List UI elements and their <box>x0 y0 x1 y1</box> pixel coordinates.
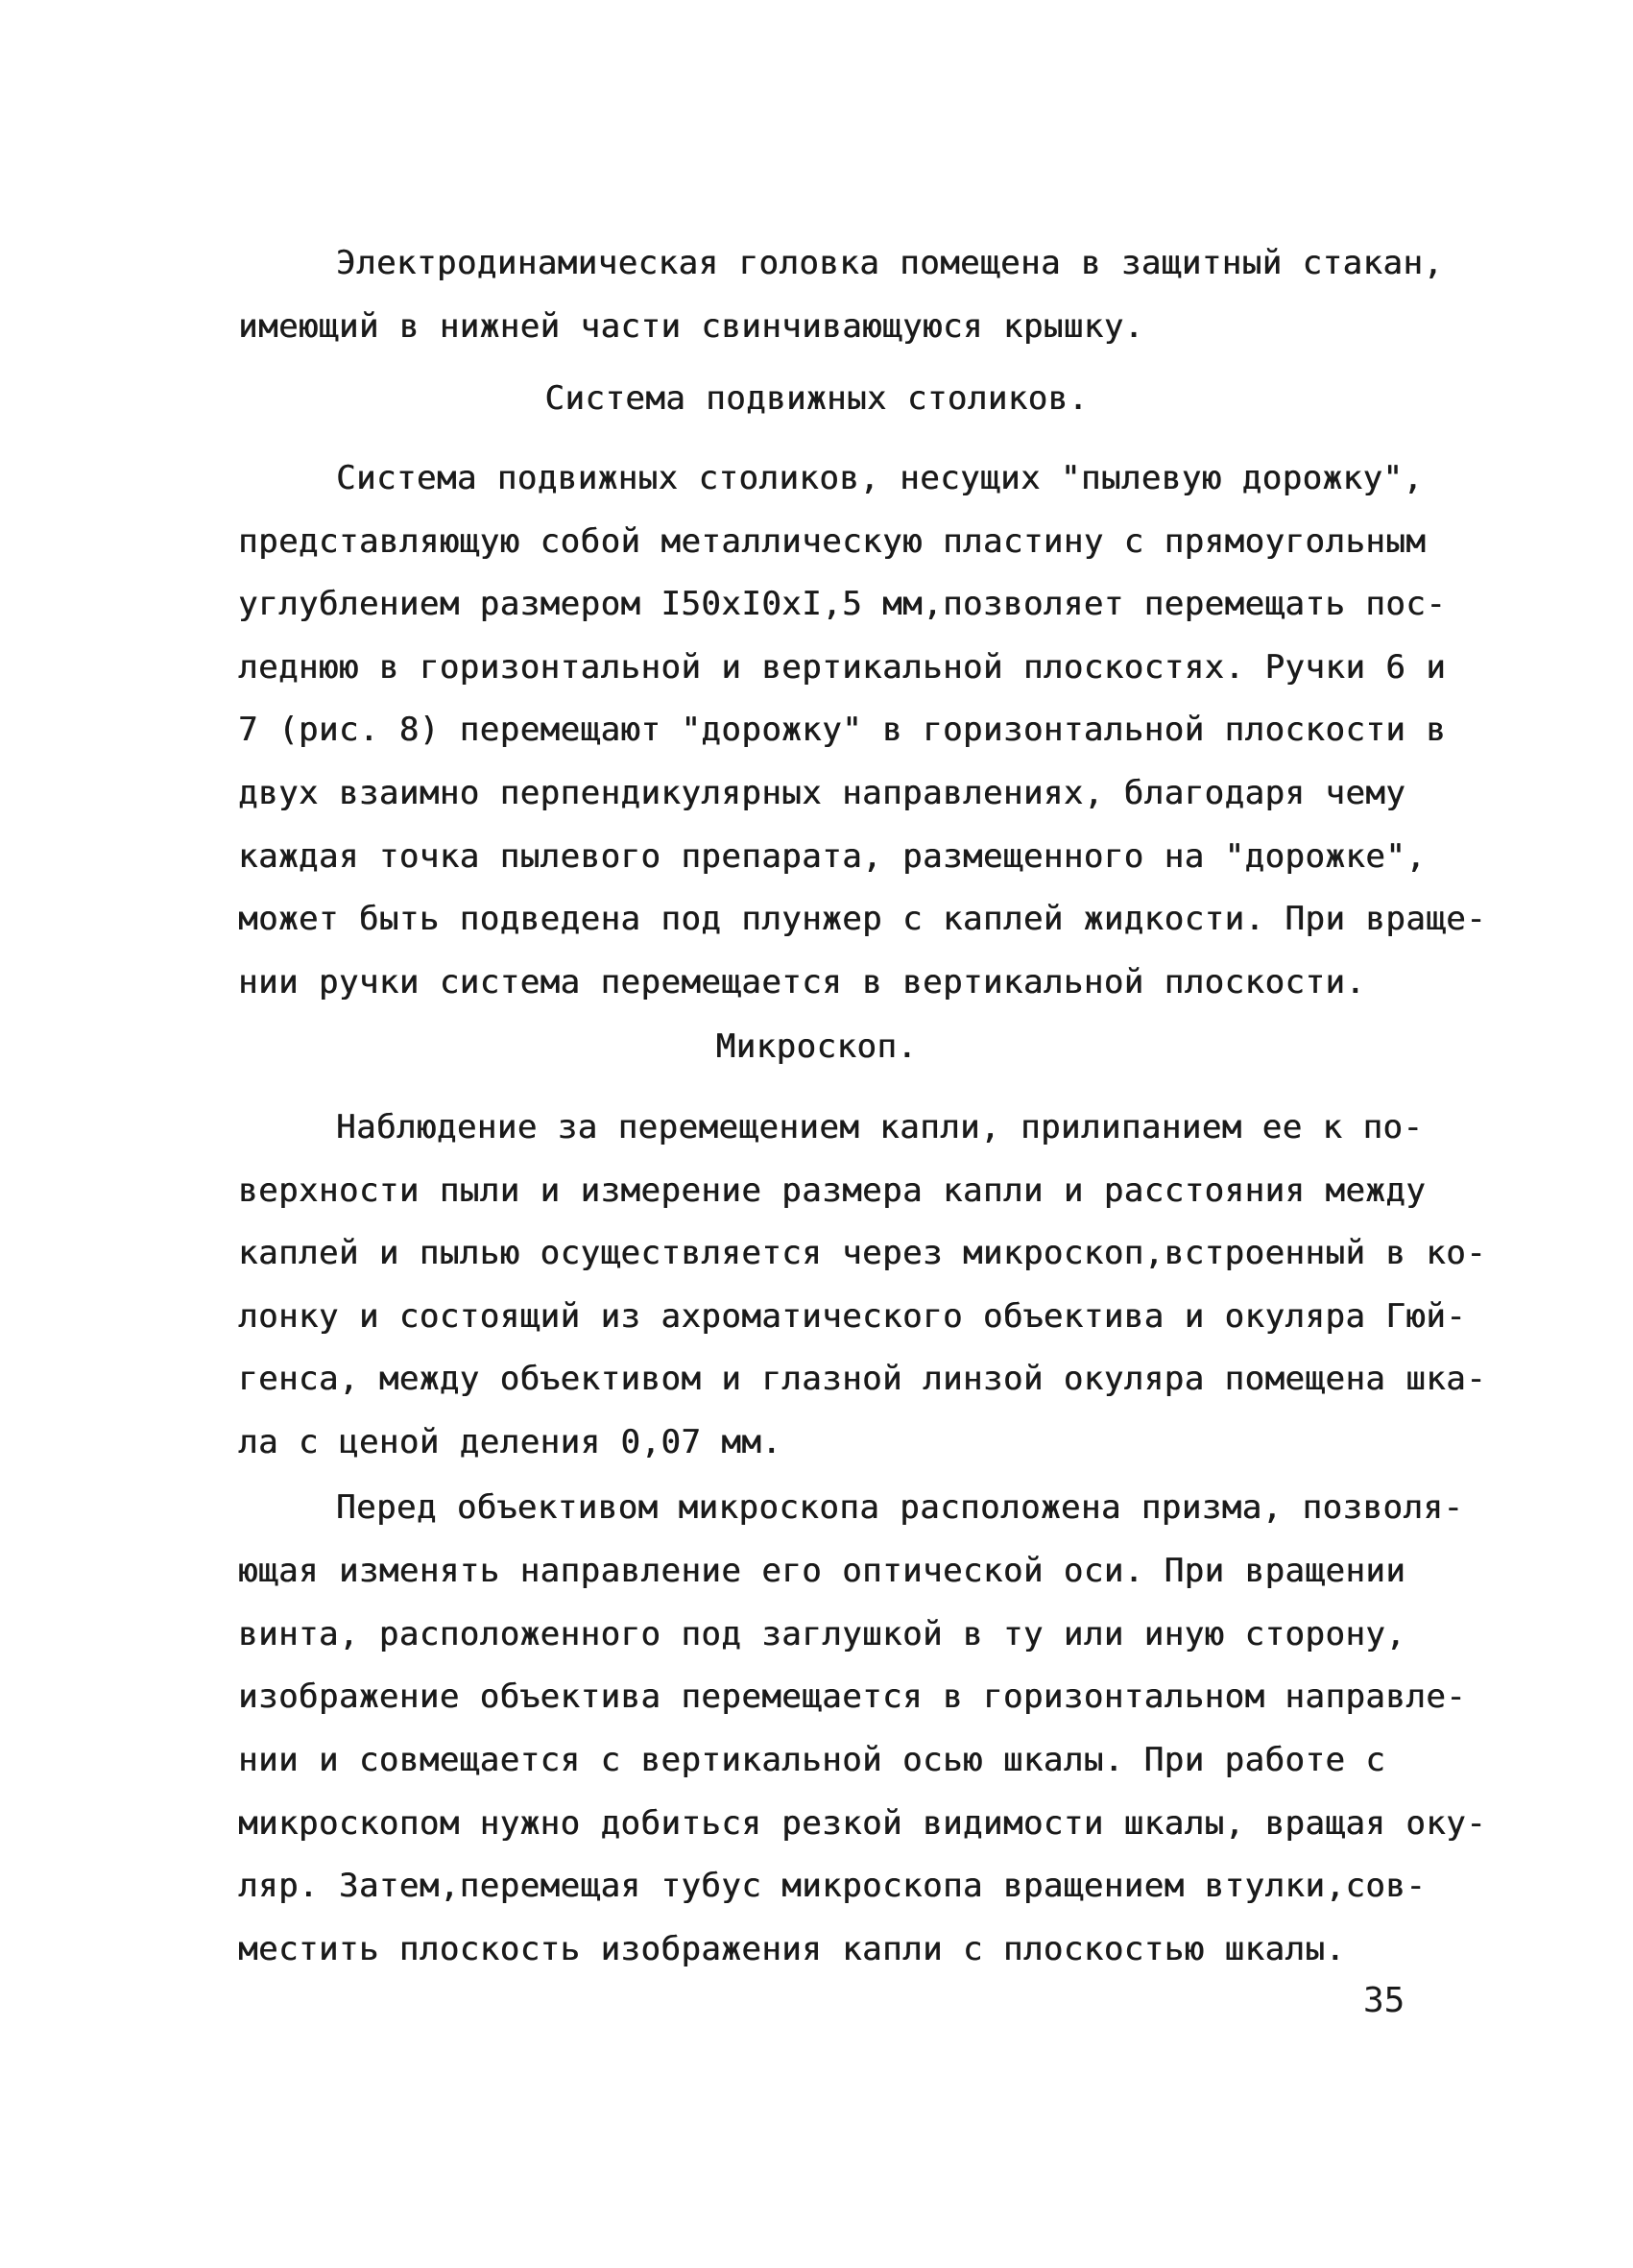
paragraph-2-line-6: двух взаимно перпендикулярных направлениях, благодаря чему <box>238 774 1406 812</box>
paragraph-4-line-5: нии и совмещается с вертикальной осью шкалы. При работе с <box>238 1741 1386 1779</box>
paragraph-4-line-4: изображение объектива перемещается в горизонтальном направле- <box>238 1677 1467 1716</box>
paragraph-3-line-4: лонку и состоящий из ахроматического объектива и окуляра Гюй- <box>238 1297 1467 1336</box>
paragraph-1-line-2: имеющий в нижней части свинчивающуюся крышку. <box>238 307 1144 346</box>
paragraph-3-line-1: Наблюдение за перемещением капли, прилипанием ее к по- <box>336 1108 1424 1146</box>
section-heading-microscope: Микроскоп. <box>715 1027 918 1066</box>
paragraph-2-line-4: леднюю в горизонтальной и вертикальной плоскостях. Ручки 6 и <box>238 648 1447 687</box>
paragraph-2-line-2: представляющую собой металлическую пластину с прямоугольным <box>238 522 1427 561</box>
paragraph-1-line-1: Электродинамическая головка помещена в защитный стакан, <box>336 244 1444 282</box>
paragraph-4-line-3: винта, расположенного под заглушкой в ту или иную сторону, <box>238 1615 1406 1653</box>
paragraph-3-line-6: ла с ценой деления 0,07 мм. <box>238 1423 782 1461</box>
paragraph-4-line-8: местить плоскость изображения капли с плоскостью шкалы. <box>238 1930 1346 1968</box>
paragraph-2-line-9: нии ручки система перемещается в вертикальной плоскости. <box>238 963 1366 1001</box>
paragraph-2-line-8: может быть подведена под плунжер с каплей жидкости. При враще- <box>238 900 1487 938</box>
paragraph-2-line-1: Система подвижных столиков, несущих "пылевую дорожку", <box>336 459 1424 497</box>
paragraph-2-line-7: каждая точка пылевого препарата, размещенного на "дорожке", <box>238 837 1427 876</box>
paragraph-2-line-3: углублением размером I50xI0xI,5 мм,позволяет перемещать пос- <box>238 585 1447 623</box>
paragraph-3-line-3: каплей и пылью осуществляется через микроскоп,встроенный в ко- <box>238 1234 1487 1272</box>
paragraph-4-line-7: ляр. Затем,перемещая тубус микроскопа вращением втулки,сов- <box>238 1867 1427 1905</box>
paragraph-4-line-1: Перед объективом микроскопа расположена призма, позволя- <box>336 1488 1464 1527</box>
paragraph-4-line-6: микроскопом нужно добиться резкой видимости шкалы, вращая оку- <box>238 1804 1487 1843</box>
paragraph-3-line-2: верхности пыли и измерение размера капли и расстояния между <box>238 1171 1427 1210</box>
section-heading-tables: Система подвижных столиков. <box>544 379 1089 418</box>
paragraph-4-line-2: ющая изменять направление его оптической оси. При вращении <box>238 1552 1406 1590</box>
paragraph-3-line-5: генса, между объективом и глазной линзой окуляра помещена шка- <box>238 1360 1487 1398</box>
page-number: 35 <box>1363 1981 1405 2020</box>
paragraph-2-line-5: 7 (рис. 8) перемещают "дорожку" в горизонтальной плоскости в <box>238 711 1447 749</box>
